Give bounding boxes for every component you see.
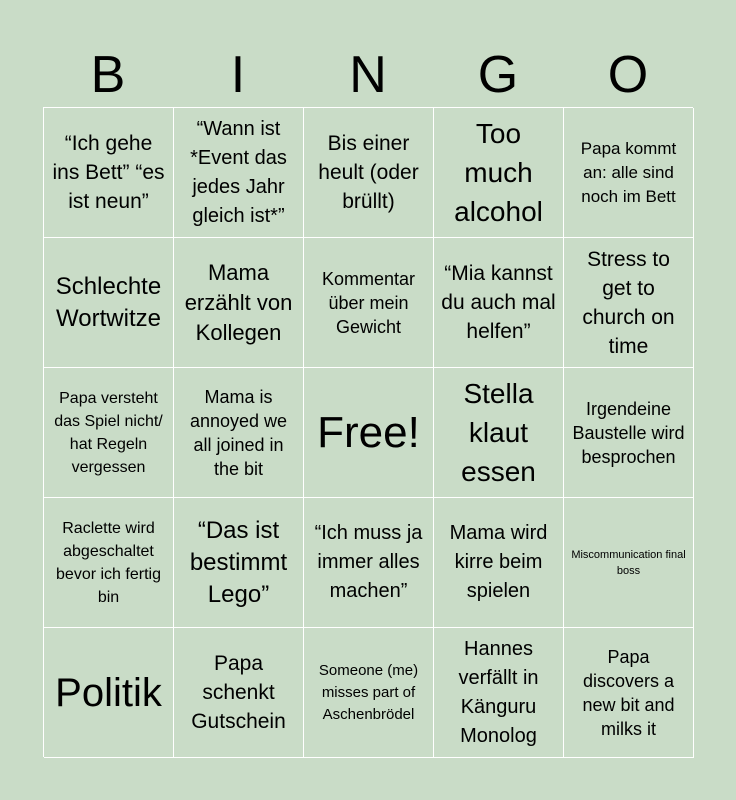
bingo-cell[interactable]: [564, 368, 694, 498]
bingo-cell[interactable]: [44, 108, 174, 238]
bingo-cell[interactable]: [434, 238, 564, 368]
cell-text: “Ich muss ja immer alles machen”: [314, 522, 423, 602]
cell-text: Bis einer heult (oder brüllt): [318, 132, 419, 213]
bingo-grid: [43, 107, 693, 757]
bingo-cell[interactable]: [44, 368, 174, 498]
bingo-cell[interactable]: [304, 368, 434, 498]
bingo-cell[interactable]: [564, 498, 694, 628]
cell-text: Papa discovers a new bit and milks it: [582, 646, 675, 739]
cell-text: Kommentar über mein Gewicht: [321, 268, 416, 337]
bingo-cell[interactable]: [174, 628, 304, 758]
header-letter-b: B: [90, 46, 126, 104]
bingo-cell[interactable]: [304, 108, 434, 238]
bingo-cell[interactable]: [564, 628, 694, 758]
bingo-cell[interactable]: [304, 238, 434, 368]
header-letter-i: I: [230, 46, 246, 104]
bingo-cell[interactable]: [304, 628, 434, 758]
bingo-cell[interactable]: [434, 108, 564, 238]
cell-text: Raclette wird abgeschaltet bevor ich fertig bin: [56, 519, 161, 606]
cell-text: Papa kommt an: alle sind noch im Bett: [580, 138, 677, 206]
bingo-cell[interactable]: [434, 368, 564, 498]
cell-text: “Das ist bestimmt Lego”: [189, 516, 288, 608]
cell-text: Mama is annoyed we all joined in the bit: [189, 386, 288, 479]
cell-text: Miscommunication final boss: [571, 548, 686, 577]
cell-text: Schlechte Wortwitze: [55, 272, 162, 332]
bingo-cell[interactable]: [434, 498, 564, 628]
cell-text: Papa versteht das Spiel nicht/ hat Regeln vergessen: [54, 389, 163, 476]
bingo-cell[interactable]: [174, 498, 304, 628]
cell-text: “Ich gehe ins Bett” “es ist neun”: [52, 132, 165, 213]
cell-text: Too much alcohol: [454, 118, 543, 227]
bingo-cell[interactable]: [44, 498, 174, 628]
cell-text: Hannes verfällt in Känguru Monolog: [458, 637, 539, 747]
cell-text: Someone (me) misses part of Aschenbrödel: [318, 661, 419, 723]
cell-text: Stella klaut essen: [461, 378, 536, 487]
cell-text: “Wann ist *Event das jedes Jahr gleich ist*”: [190, 117, 287, 227]
cell-text: Politik: [55, 670, 162, 715]
bingo-cell[interactable]: [174, 368, 304, 498]
cell-text: Free!: [317, 407, 420, 457]
cell-text: Mama erzählt von Kollegen: [184, 259, 293, 345]
header-letter-o: O: [607, 46, 649, 104]
bingo-cell[interactable]: [44, 238, 174, 368]
bingo-cell[interactable]: [434, 628, 564, 758]
cell-text: Irgendeine Baustelle wird besprochen: [572, 398, 685, 467]
bingo-cell[interactable]: [564, 238, 694, 368]
cell-text: Papa schenkt Gutschein: [191, 652, 286, 733]
bingo-cell[interactable]: [304, 498, 434, 628]
header-letter-g: G: [477, 46, 519, 104]
cell-text: Mama wird kirre beim spielen: [449, 522, 548, 602]
cell-text: Stress to get to church on time: [582, 247, 675, 358]
bingo-cell[interactable]: [44, 628, 174, 758]
bingo-cell[interactable]: [174, 108, 304, 238]
bingo-cell[interactable]: [564, 108, 694, 238]
header-letter-n: N: [349, 46, 387, 104]
bingo-cell[interactable]: [174, 238, 304, 368]
bingo-header: [43, 44, 693, 106]
cell-text: “Mia kannst du auch mal helfen”: [441, 262, 556, 343]
